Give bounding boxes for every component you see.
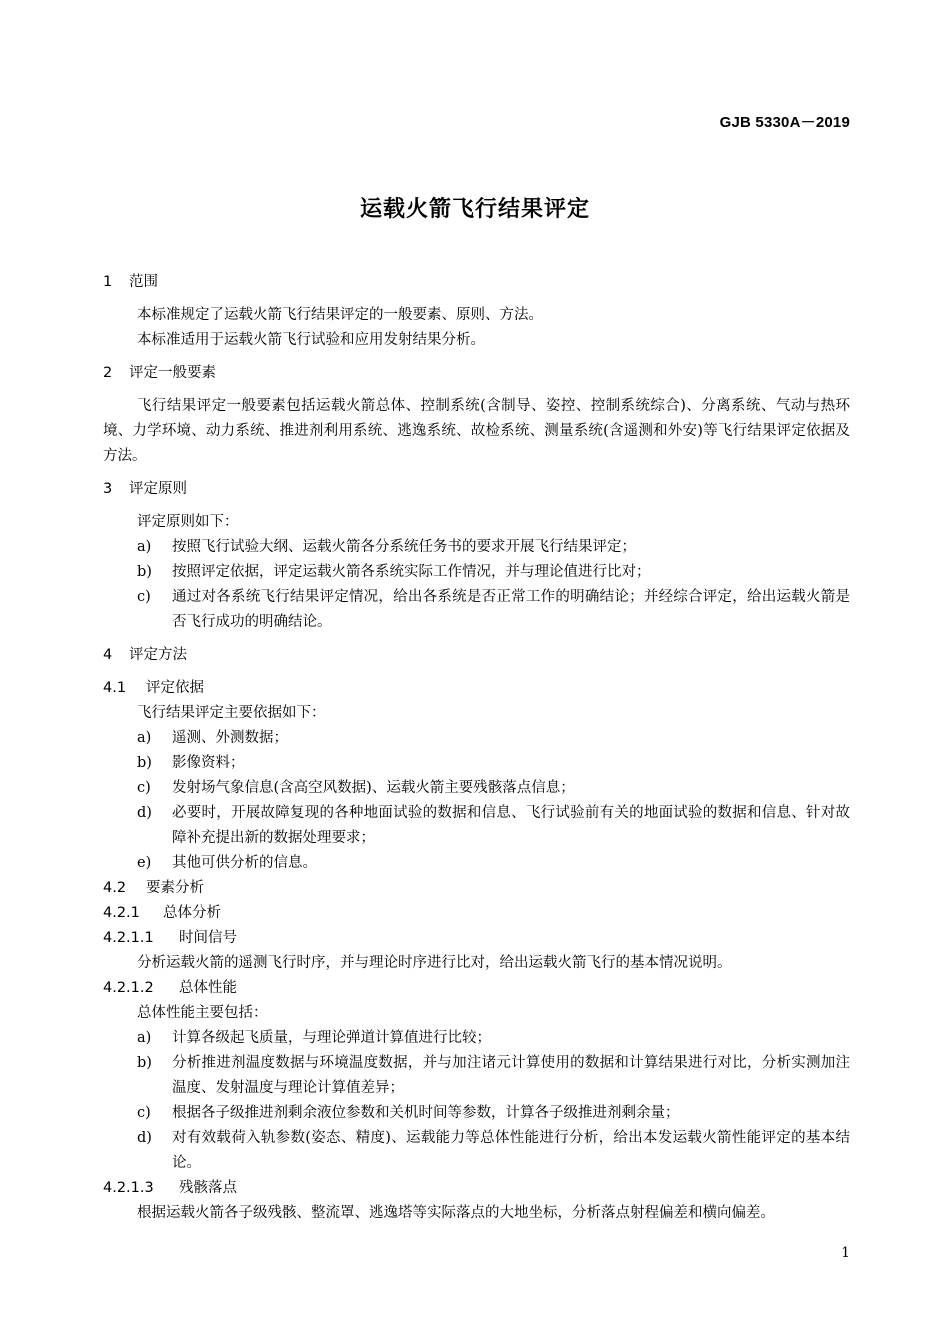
list-item <box>103 1126 850 1176</box>
list-text: 对有效载荷入轨参数(姿态、精度)、运载能力等总体性能进行分析，给出本发运载火箭性能评定的基本结论。 <box>172 1130 850 1171</box>
paragraph: 飞行结果评定一般要素包括运载火箭总体、控制系统(含制导、姿控、控制系统综合)、分离系统、气动与热环境、力学环境、动力系统、推进剂利用系统、逃逸系统、故检系统、测量系统(含遥测和外安)等飞行结果评定依据及方法。 <box>103 398 850 464</box>
section-number: 4.2.1.2 <box>103 980 154 996</box>
list-item <box>103 726 850 751</box>
subsection-heading-4-2-1-2 <box>103 976 850 1001</box>
section-number: 4.2.1 <box>103 905 140 921</box>
subsection-heading-4-2 <box>103 876 850 901</box>
list-item <box>103 851 850 876</box>
list-intro: 飞行结果评定主要依据如下： <box>137 705 326 721</box>
section-number: 4.1 <box>103 680 127 696</box>
section-heading-1 <box>103 270 850 295</box>
list-text: 按照评定依据，评定运载火箭各系统实际工作情况，并与理论值进行比对； <box>172 564 651 580</box>
list-text: 按照飞行试验大纲、运载火箭各分系统任务书的要求开展飞行结果评定； <box>172 539 636 555</box>
section-title: 总体分析 <box>163 905 221 921</box>
list-text: 分析推进剂温度数据与环境温度数据，并与加注诸元计算使用的数据和计算结果进行对比，分析实测加注温度、发射温度与理论计算值差异； <box>172 1055 850 1096</box>
list-marker: a) <box>137 1030 152 1046</box>
list-item <box>103 801 850 851</box>
subsection-heading-4-2-1-3 <box>103 1176 850 1201</box>
list-item <box>103 1051 850 1101</box>
list-text: 计算各级起飞质量，与理论弹道计算值进行比较； <box>172 1030 491 1046</box>
section-number: 4.2 <box>103 880 127 896</box>
subsection-heading-4-2-1 <box>103 901 850 926</box>
section-number: 4 <box>103 647 113 663</box>
list-marker: d) <box>137 1130 152 1146</box>
page-number: 1 <box>841 1245 850 1261</box>
section-number: 4.2.1.3 <box>103 1180 154 1196</box>
list-marker: e) <box>137 855 152 871</box>
list-text: 根据各子级推进剂剩余液位参数和关机时间等参数，计算各子级推进剂剩余量； <box>172 1105 680 1121</box>
section-heading-2 <box>103 361 850 386</box>
document-body <box>103 270 850 1226</box>
list-item <box>103 535 850 560</box>
list-item <box>103 560 850 585</box>
list-item <box>103 585 850 635</box>
section-number: 1 <box>103 274 113 290</box>
list-marker: b) <box>137 755 152 771</box>
section-title: 评定原则 <box>129 481 187 497</box>
section-title: 总体性能 <box>179 980 237 996</box>
paragraph: 本标准适用于运载火箭飞行试验和应用发射结果分析。 <box>137 332 485 348</box>
list-intro: 总体性能主要包括： <box>137 1005 268 1021</box>
list-text: 通过对各系统飞行结果评定情况，给出各系统是否正常工作的明确结论；并经综合评定，给出运载火箭是否飞行成功的明确结论。 <box>172 589 850 630</box>
list-item <box>103 1101 850 1126</box>
list-marker: c) <box>137 1105 151 1121</box>
section-title: 范围 <box>129 274 158 290</box>
list-item <box>103 751 850 776</box>
list-marker: b) <box>137 564 152 580</box>
list-text: 发射场气象信息(含高空风数据)、运载火箭主要残骸落点信息； <box>172 780 575 796</box>
paragraph: 根据运载火箭各子级残骸、整流罩、逃逸塔等实际落点的大地坐标，分析落点射程偏差和横向偏差。 <box>137 1205 775 1221</box>
section-title: 时间信号 <box>179 930 237 946</box>
list-marker: a) <box>137 730 152 746</box>
section-heading-3 <box>103 477 850 502</box>
list-intro: 评定原则如下： <box>137 514 239 530</box>
list-item <box>103 776 850 801</box>
subsection-heading-4-1 <box>103 676 850 701</box>
section-number: 2 <box>103 365 113 381</box>
list-item <box>103 1026 850 1051</box>
list-text: 遥测、外测数据； <box>172 730 288 746</box>
list-marker: c) <box>137 589 151 605</box>
section-number: 3 <box>103 481 113 497</box>
document-code: GJB 5330A－2019 <box>719 114 850 131</box>
paragraph: 分析运载火箭的遥测飞行时序，并与理论时序进行比对，给出运载火箭飞行的基本情况说明。 <box>137 955 732 971</box>
section-title: 残骸落点 <box>179 1180 237 1196</box>
section-title: 要素分析 <box>146 880 204 896</box>
section-number: 4.2.1.1 <box>103 930 154 946</box>
list-text: 必要时，开展故障复现的各种地面试验的数据和信息、飞行试验前有关的地面试验的数据和信息、针对故障补充提出新的数据处理要求； <box>172 805 850 846</box>
list-marker: a) <box>137 539 152 555</box>
list-marker: d) <box>137 805 152 821</box>
list-marker: b) <box>137 1055 152 1071</box>
section-title: 评定一般要素 <box>129 365 216 381</box>
section-title: 评定依据 <box>146 680 204 696</box>
list-text: 其他可供分析的信息。 <box>172 855 317 871</box>
list-text: 影像资料； <box>172 755 245 771</box>
section-title: 评定方法 <box>129 647 187 663</box>
subsection-heading-4-2-1-1 <box>103 926 850 951</box>
section-heading-4 <box>103 643 850 668</box>
document-title: 运载火箭飞行结果评定 <box>359 197 590 222</box>
paragraph: 本标准规定了运载火箭飞行结果评定的一般要素、原则、方法。 <box>137 307 543 323</box>
list-marker: c) <box>137 780 151 796</box>
